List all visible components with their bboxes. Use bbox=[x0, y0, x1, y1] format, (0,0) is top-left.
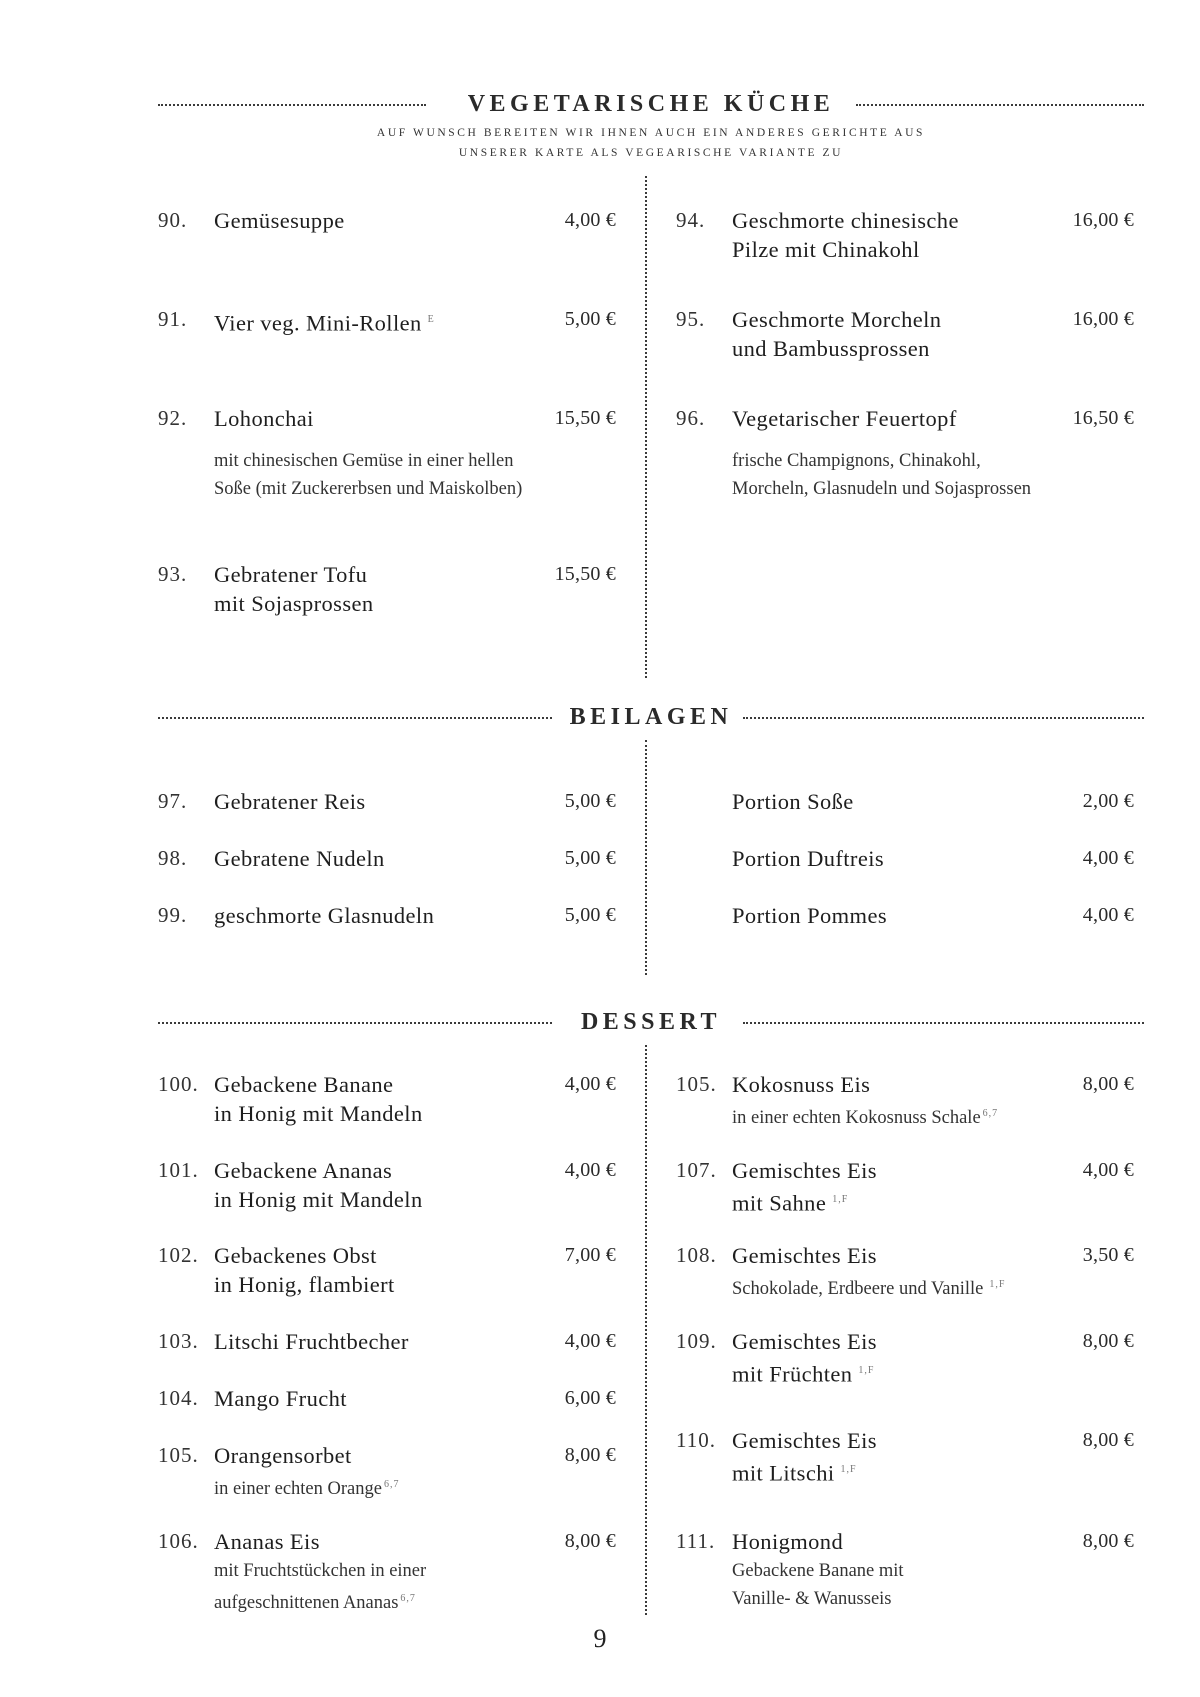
menu-item bbox=[676, 1426, 1134, 1486]
section-title: BEILAGEN bbox=[569, 704, 733, 730]
section-header-dessert bbox=[158, 1002, 1144, 1042]
item-number: 109. bbox=[676, 1329, 717, 1353]
item-number: 99. bbox=[158, 903, 188, 927]
item-description bbox=[214, 1585, 614, 1617]
menu-item bbox=[676, 1241, 1134, 1301]
item-price: 8,00 € bbox=[1082, 1530, 1134, 1552]
allergen-note: 1,F bbox=[989, 1279, 1006, 1290]
item-name: Vegetarischer Feuertopf bbox=[732, 406, 957, 431]
item-name: Litschi Fruchtbecher bbox=[214, 1329, 409, 1354]
item-price: 8,00 € bbox=[564, 1530, 616, 1552]
item-name: und Bambussprossen bbox=[732, 336, 930, 361]
item-description-text: in einer echten Kokosnuss Schale bbox=[732, 1108, 981, 1129]
item-price: 4,00 € bbox=[1082, 847, 1134, 869]
item-name: Pilze mit Chinakohl bbox=[732, 237, 920, 262]
item-number: 108. bbox=[676, 1243, 717, 1267]
item-price: 3,50 € bbox=[1082, 1244, 1134, 1266]
column-divider bbox=[645, 1045, 647, 1615]
item-name: Orangensorbet bbox=[214, 1443, 352, 1468]
item-price: 5,00 € bbox=[564, 847, 616, 869]
allergen-note: 1,F bbox=[832, 1194, 849, 1205]
item-price: 4,00 € bbox=[1082, 904, 1134, 926]
item-description: frische Champignons, Chinakohl, bbox=[732, 451, 981, 471]
item-price: 5,00 € bbox=[564, 904, 616, 926]
item-name: mit Früchten bbox=[732, 1361, 853, 1387]
item-name: Portion Pommes bbox=[732, 903, 887, 928]
item-number: 104. bbox=[158, 1386, 199, 1410]
menu-item bbox=[158, 1327, 616, 1357]
item-number: 102. bbox=[158, 1243, 199, 1267]
menu-item bbox=[158, 901, 616, 931]
menu-item bbox=[676, 1156, 1134, 1216]
item-number: 92. bbox=[158, 406, 188, 430]
item-name: geschmorte Glasnudeln bbox=[214, 903, 435, 928]
item-number: 111. bbox=[676, 1529, 716, 1553]
item-description: Morcheln, Glasnudeln und Sojasprossen bbox=[732, 479, 1032, 499]
item-price: 15,50 € bbox=[554, 407, 616, 429]
menu-item bbox=[676, 844, 1134, 874]
section-title: DESSERT bbox=[580, 1009, 722, 1035]
section-subtitle-line-1: AUF WUNSCH BEREITEN WIR IHNEN AUCH EIN ANDERES GERICHTE AUS bbox=[376, 127, 926, 139]
item-price: 7,00 € bbox=[564, 1244, 616, 1266]
menu-item bbox=[676, 901, 1134, 931]
menu-item bbox=[158, 305, 616, 335]
item-number: 106. bbox=[158, 1529, 199, 1553]
allergen-note: E bbox=[427, 314, 435, 325]
item-name: Gemüsesuppe bbox=[214, 208, 345, 233]
item-name: Gebackene Ananas bbox=[214, 1158, 393, 1183]
item-name: Gemischtes Eis bbox=[732, 1158, 877, 1183]
item-name: Geschmorte chinesische bbox=[732, 208, 959, 233]
item-description: mit Fruchtstückchen in einer bbox=[214, 1561, 427, 1581]
menu-item bbox=[676, 404, 1134, 504]
menu-item bbox=[676, 1527, 1134, 1617]
item-description bbox=[732, 1100, 1132, 1132]
item-number: 91. bbox=[158, 307, 188, 331]
item-number: 101. bbox=[158, 1158, 199, 1182]
dotted-divider-right bbox=[856, 104, 1144, 106]
allergen-note: 6,7 bbox=[400, 1593, 416, 1604]
column-divider bbox=[645, 176, 647, 678]
item-name: in Honig, flambiert bbox=[214, 1272, 395, 1297]
item-price: 8,00 € bbox=[1082, 1429, 1134, 1451]
item-name: Kokosnuss Eis bbox=[732, 1072, 871, 1097]
menu-item bbox=[158, 1441, 616, 1501]
item-price: 4,00 € bbox=[564, 1330, 616, 1352]
menu-item bbox=[158, 844, 616, 874]
item-name-wrap bbox=[732, 1185, 1032, 1218]
item-price: 8,00 € bbox=[1082, 1073, 1134, 1095]
menu-item bbox=[158, 1527, 616, 1617]
item-name: Gebratener Reis bbox=[214, 789, 366, 814]
menu-item bbox=[676, 1327, 1134, 1387]
item-number: 107. bbox=[676, 1158, 717, 1182]
item-description: mit chinesischen Gemüse in einer hellen bbox=[214, 451, 514, 471]
item-number: 105. bbox=[676, 1072, 717, 1096]
item-price: 8,00 € bbox=[1082, 1330, 1134, 1352]
item-number: 110. bbox=[676, 1428, 716, 1452]
item-name: Lohonchai bbox=[214, 406, 314, 431]
item-description bbox=[732, 1271, 1132, 1303]
section-title: VEGETARISCHE KÜCHE bbox=[467, 91, 835, 117]
item-number: 95. bbox=[676, 307, 706, 331]
item-name: Geschmorte Morcheln bbox=[732, 307, 942, 332]
item-name: mit Litschi bbox=[732, 1460, 835, 1486]
item-description-text: aufgeschnittenen Ananas bbox=[214, 1593, 399, 1614]
menu-item bbox=[158, 1156, 616, 1216]
allergen-note: 6,7 bbox=[383, 1479, 400, 1490]
item-name-wrap bbox=[214, 305, 514, 338]
allergen-note: 1,F bbox=[840, 1464, 857, 1475]
item-price: 4,00 € bbox=[1082, 1159, 1134, 1181]
item-name: mit Sahne bbox=[732, 1190, 827, 1216]
item-description: Vanille- & Wanusseis bbox=[732, 1589, 892, 1609]
allergen-note: 6,7 bbox=[982, 1108, 999, 1119]
allergen-note: 1,F bbox=[858, 1365, 875, 1376]
item-description-text: in einer echten Orange bbox=[214, 1479, 382, 1500]
item-name: Gebratene Nudeln bbox=[214, 846, 385, 871]
item-price: 5,00 € bbox=[564, 790, 616, 812]
menu-item bbox=[158, 1241, 616, 1301]
dotted-divider-right bbox=[743, 1022, 1144, 1024]
item-name: in Honig mit Mandeln bbox=[214, 1187, 423, 1212]
menu-item bbox=[676, 1070, 1134, 1130]
menu-item bbox=[676, 305, 1134, 365]
item-name: Gemischtes Eis bbox=[732, 1428, 877, 1453]
item-number: 103. bbox=[158, 1329, 199, 1353]
item-name: Mango Frucht bbox=[214, 1386, 347, 1411]
item-name: Vier veg. Mini-Rollen bbox=[214, 310, 422, 336]
item-price: 2,00 € bbox=[1082, 790, 1134, 812]
menu-item bbox=[158, 404, 616, 504]
item-price: 6,00 € bbox=[564, 1387, 616, 1409]
item-price: 4,00 € bbox=[564, 1073, 616, 1095]
item-price: 4,00 € bbox=[564, 209, 616, 231]
item-name: Gebratener Tofu bbox=[214, 562, 368, 587]
item-description-text: Schokolade, Erdbeere und Vanille bbox=[732, 1279, 984, 1300]
item-name-wrap bbox=[732, 1356, 1032, 1389]
section-header-beilagen bbox=[158, 697, 1144, 737]
item-price: 8,00 € bbox=[564, 1444, 616, 1466]
menu-item bbox=[676, 787, 1134, 817]
menu-item bbox=[158, 560, 616, 620]
item-number: 94. bbox=[676, 208, 706, 232]
item-number: 97. bbox=[158, 789, 188, 813]
item-name: Gebackene Banane bbox=[214, 1072, 394, 1097]
item-price: 15,50 € bbox=[554, 563, 616, 585]
page-number: 9 bbox=[593, 1624, 607, 1653]
item-price: 16,00 € bbox=[1072, 308, 1134, 330]
item-name: Ananas Eis bbox=[214, 1529, 320, 1554]
item-number: 96. bbox=[676, 406, 706, 430]
item-description: Gebackene Banane mit bbox=[732, 1561, 904, 1581]
item-name: Gemischtes Eis bbox=[732, 1329, 877, 1354]
item-number: 98. bbox=[158, 846, 188, 870]
item-number: 90. bbox=[158, 208, 188, 232]
menu-item bbox=[158, 1384, 616, 1414]
item-price: 16,50 € bbox=[1072, 407, 1134, 429]
section-header-vegetarische-kueche bbox=[158, 84, 1144, 124]
dotted-divider-right bbox=[743, 717, 1144, 719]
column-divider bbox=[645, 740, 647, 975]
item-name: in Honig mit Mandeln bbox=[214, 1101, 423, 1126]
item-name: Honigmond bbox=[732, 1529, 844, 1554]
menu-item bbox=[158, 1070, 616, 1130]
item-name-wrap bbox=[732, 1455, 1032, 1488]
item-price: 16,00 € bbox=[1072, 209, 1134, 231]
item-name: Portion Duftreis bbox=[732, 846, 885, 871]
menu-item bbox=[158, 206, 616, 236]
item-number: 105. bbox=[158, 1443, 199, 1467]
item-description bbox=[214, 1471, 614, 1503]
item-name: mit Sojasprossen bbox=[214, 591, 374, 616]
item-number: 100. bbox=[158, 1072, 199, 1096]
section-subtitle-line-2: UNSERER KARTE ALS VEGEARISCHE VARIANTE ZU bbox=[458, 147, 844, 159]
item-name: Gebackenes Obst bbox=[214, 1243, 377, 1268]
menu-item bbox=[158, 787, 616, 817]
item-price: 4,00 € bbox=[564, 1159, 616, 1181]
item-number: 93. bbox=[158, 562, 188, 586]
item-description: Soße (mit Zuckererbsen und Maiskolben) bbox=[214, 479, 523, 499]
item-name: Portion Soße bbox=[732, 789, 854, 814]
menu-item bbox=[676, 206, 1134, 266]
item-price: 5,00 € bbox=[564, 308, 616, 330]
item-name: Gemischtes Eis bbox=[732, 1243, 877, 1268]
